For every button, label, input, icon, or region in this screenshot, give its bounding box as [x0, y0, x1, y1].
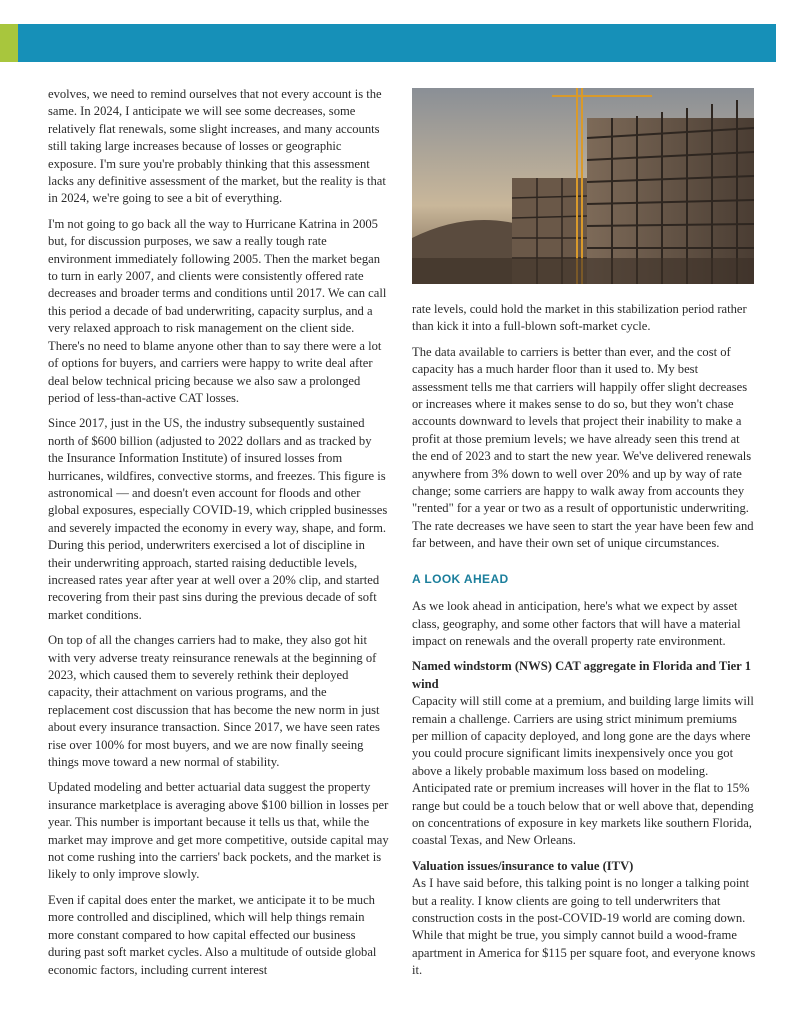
paragraph: Since 2017, just in the US, the industry subsequently sustained north of $600 billion (adjusted to 2022 dollars and as tracked by the Insurance Information Institute) of insured losses from hurricanes, wildfires, convective storms, and freezes. This figure is astronomical — and doesn't even account for floods and other global exposures, especially COVID-19, which crippled businesses and severely impacted the economy in every way, shape, and form. During this period, underwriters exercised a lot of discipline in their underwriting approach, started raising deductible levels, increased rates year after year at well over a 20% clip, and started recovering from their past sins during the previous decade of soft market conditions.: [48, 416, 388, 622]
subsection-title: Named windstorm (NWS) CAT aggregate in Florida and Tier 1 wind: [412, 659, 751, 691]
paragraph: rate levels, could hold the market in this stabilization period rather than kick it into a full-blown soft-market cycle.: [412, 302, 747, 334]
paragraph: Updated modeling and better actuarial data suggest the property insurance marketplace is averaging above $100 billion in losses per year. This number is important because it tells us that, while the market may improve and get more competitive, outside capital may not come rushing into the carriers' back pockets, and the market is likely to only improve slowly.: [48, 780, 389, 882]
right-column: [412, 301, 756, 988]
subsection-body: As I have said before, this talking point is no longer a talking point but a reality. I know clients are going to tell underwriters that construction costs in the post-COVID-19 world are coming down. While that might be true, you simply cannot build a wood-frame apartment in America for $115 per square foot, and everyone knows it.: [412, 876, 756, 978]
header-banner: [0, 24, 776, 62]
header-banner-accent: [0, 24, 18, 62]
left-column: [48, 86, 390, 987]
construction-site-photo: [412, 88, 754, 284]
subsection-title: Valuation issues/insurance to value (ITV): [412, 858, 634, 873]
subsection: [412, 658, 756, 849]
subsection-body: Capacity will still come at a premium, and building large limits will remain a challenge. Carriers are using strict minimum premiums per million of capacity deployed, and long gone are the days where you could procure significant limits inexpensively once you got above a likely probable maximum loss based on modeling. Anticipated rate or premium increases will hover in the flat to 15% range but could be a touch below that or well above that, depending on concentrations of exposure in key markets like southern Florida, coastal Texas, and New Orleans.: [412, 694, 754, 848]
paragraph: As we look ahead in anticipation, here's what we expect by asset class, geography, and some other factors that will have a material impact on renewals and the overall property rate environment.: [412, 599, 741, 648]
subsection: [412, 858, 756, 980]
paragraph: I'm not going to go back all the way to Hurricane Katrina in 2005 but, for discussion purposes, we saw a really tough rate environment immediately following 2005. Then the market began to turn in early 2007, and clients were consistently offered rate decreases and broader terms and conditions until 2017. We can call this period a decade of bad underwriting, capacity surplus, and a very relaxed approach to risk management on the client side. There's no need to blame anyone other than to say there were a lot of options for buyers, and carriers were happy to write deal after deal below technical pricing because we also saw a prolonged period of less-than-active CAT losses.: [48, 216, 387, 405]
paragraph: evolves, we need to remind ourselves that not every account is the same. In 2024, I anticipate we will see some decreases, some relatively flat renewals, some slight increases, and many accounts still taking large increases because of losses or geographic exposure. I'm sure you're probably thinking that this assessment lacks any definitive assessment of the market, but the reality is that in 2024, we're going to see a bit of everything.: [48, 87, 386, 206]
construction-photo-illustration: [412, 88, 754, 284]
paragraph: On top of all the changes carriers had to make, they also got hit with very adverse treaty reinsurance renewals at the beginning of 2023, which caused them to severely rethink their deployed capacity, their attachment on various programs, and the replacement cost discussion that has become the new norm in just about every insurance transaction. Since 2017, we have seen rates rise over 100% for most buyers, and we are now finally seeing things move toward a new normal of stability.: [48, 633, 380, 770]
paragraph: The data available to carriers is better than ever, and the cost of capacity has a much harder floor than it used to. My best assessment tells me that carriers will happily offer slight decreases or increases where it makes sense to do so, but they won't chase accounts downward to levels that project their inability to make a profit at those premium levels; we have already seen this trend at the end of 2023 and to start the new year. We've delivered renewals anywhere from 3% down to well over 20% and up by way of rate change; some carriers are happy to walk away from accounts they "rented" for a year or two as a result of opportunistic underwriting. The rate decreases we have seen to start the year have been few and far between, and have their own set of unique circumstances.: [412, 344, 754, 551]
section-heading: A LOOK AHEAD: [412, 571, 509, 586]
paragraph: Even if capital does enter the market, we anticipate it to be much more controlled and disciplined, which will help things remain more constant compared to how capital effected our business during past soft market cycles. Also a multitude of outside global economic factors, including current interest: [48, 892, 377, 977]
